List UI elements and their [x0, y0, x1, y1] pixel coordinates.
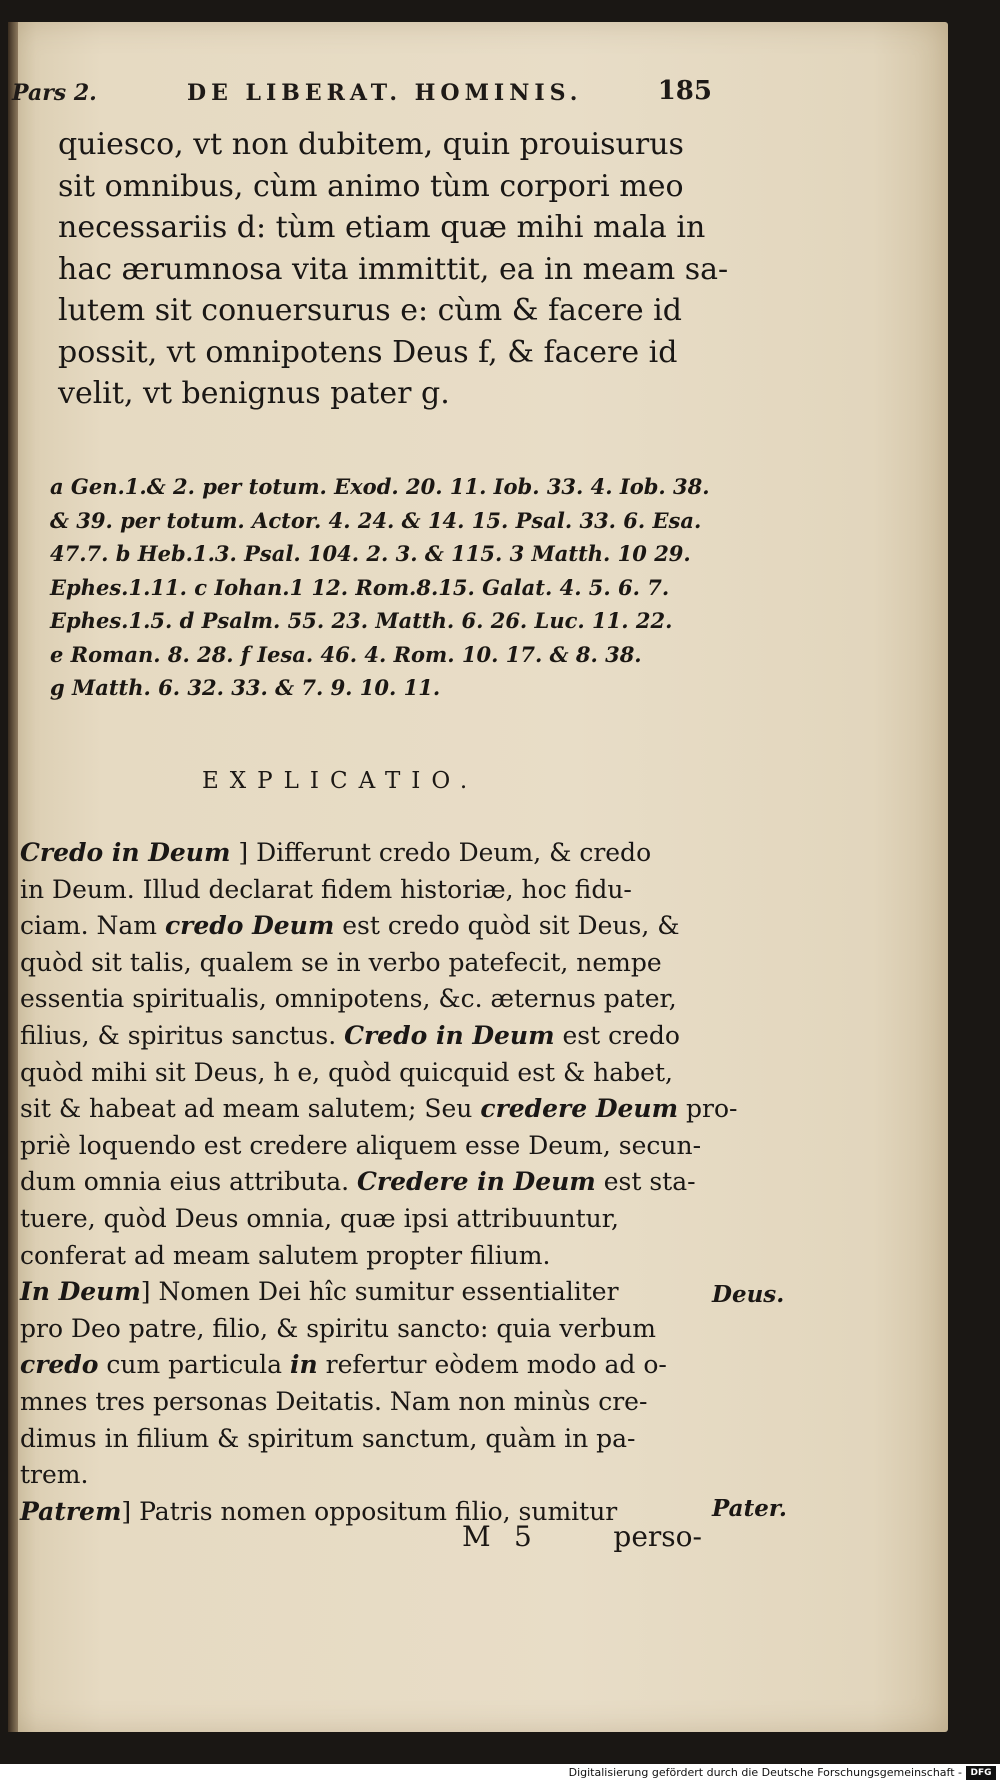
reference-line: Ephes.1.11. c Iohan.1 12. Rom.8.15. Galat. 4. 5. 6. 7. — [50, 574, 670, 600]
text-run: trem. — [20, 1460, 89, 1490]
text-run: priè loquendo est credere aliquem esse Deum, secun- — [20, 1130, 702, 1160]
reference-line: Ephes.1.5. d Psalm. 55. 23. Matth. 6. 26. Luc. 11. 22. — [50, 608, 673, 633]
page-number: 185 — [657, 76, 712, 106]
text-run: ] Differunt credo Deum, & credo — [230, 838, 652, 867]
text-run: mnes tres personas Deitatis. Nam non minùs cre- — [20, 1386, 648, 1416]
explicatio-line — [20, 1055, 710, 1092]
explicatio-line — [20, 945, 710, 982]
reference-line: 47.7. b Heb.1.3. Psal. 104. 2. 3. & 115. 3 Matth. 10 29. — [50, 541, 691, 566]
explicatio-line — [20, 981, 710, 1018]
footer-credit: Digitalisierung gefördert durch die Deutsche Forschungsgemeinschaft - — [568, 1766, 962, 1779]
text-run: est credo quòd sit Deus, & — [334, 911, 680, 941]
text-line: velit, vt benignus pater g. — [58, 376, 450, 411]
italic-term: In Deum — [20, 1277, 141, 1307]
italic-term: in — [290, 1350, 318, 1380]
text-run: dimus in filium & spiritum sanctum, quàm in pa- — [20, 1423, 636, 1453]
signature-mark: M — [462, 1520, 491, 1553]
explicatio-line — [20, 1091, 738, 1128]
text-line: possit, vt omnipotens Deus f, & facere id — [58, 334, 678, 370]
margin-note-pater: Pater. — [712, 1495, 787, 1522]
italic-term: Credo in Deum — [20, 838, 231, 867]
footer-bar — [0, 1764, 1000, 1783]
text-run: tuere, quòd Deus omnia, quæ ipsi attribuuntur, — [20, 1203, 619, 1233]
text-run: est credo — [554, 1020, 680, 1050]
reference-line: & 39. per totum. Actor. 4. 24. & 14. 15. Psal. 33. 6. Esa. — [50, 507, 702, 533]
text-run: quòd mihi sit Deus, h e, quòd quicquid est & habet, — [20, 1057, 673, 1087]
text-run: ] Nomen Dei hîc sumitur essentialiter — [140, 1277, 619, 1307]
italic-term: credo Deum — [164, 911, 335, 941]
italic-term: Patrem — [20, 1496, 122, 1526]
text-run: pro Deo patre, filio, & spiritu sancto: quia verbum — [20, 1313, 656, 1343]
dfg-logo: DFG — [966, 1766, 996, 1780]
signature-number: 5 — [514, 1520, 532, 1553]
italic-term: Credo in Deum — [344, 1020, 555, 1050]
explicatio-line — [20, 872, 710, 909]
explicatio-line — [20, 1201, 710, 1238]
explicatio-line — [20, 1347, 710, 1384]
margin-note-deus: Deus. — [712, 1281, 785, 1308]
text-line: quiesco, vt non dubitem, quin prouisurus — [58, 127, 684, 162]
text-run: cum particula — [98, 1350, 291, 1380]
explicatio-line — [20, 1164, 710, 1201]
reference-line: g Matth. 6. 32. 33. & 7. 9. 10. 11. — [50, 675, 441, 700]
text-run: ] Patris nomen oppositum filio, sumitur — [121, 1496, 618, 1526]
text-line: hac ærumnosa vita immittit, ea in meam sa- — [58, 251, 729, 287]
catchword: perso- — [613, 1520, 702, 1553]
text-run: sit & habeat ad meam salutem; Seu — [20, 1094, 481, 1124]
explicatio-line — [20, 1421, 710, 1458]
text-line: lutem sit conuersurus e: cùm & facere id — [58, 293, 682, 328]
text-run: essentia spiritualis, omnipotens, &c. æternus pater, — [20, 984, 677, 1014]
text-run: quòd sit talis, qualem se in verbo patefecit, nempe — [20, 947, 662, 977]
explicatio-line — [20, 1238, 710, 1275]
text-run: pro- — [678, 1094, 738, 1124]
explicatio-line — [20, 1018, 710, 1055]
explicatio-line — [20, 1311, 710, 1348]
italic-term: Credere in Deum — [357, 1167, 596, 1197]
scripture-references — [50, 470, 710, 705]
text-line: sit omnibus, cùm animo tùm corpori meo — [58, 168, 684, 204]
explicatio-line — [20, 1274, 710, 1311]
explicatio-line — [20, 908, 710, 945]
section-heading: EXPLICATIO. — [202, 768, 479, 794]
explicatio-line — [20, 1384, 710, 1421]
italic-term: credere Deum — [480, 1094, 679, 1124]
binding-edge — [8, 22, 18, 1732]
running-header — [12, 72, 712, 112]
text-run: ciam. Nam — [20, 911, 165, 941]
text-run: est sta- — [595, 1167, 696, 1197]
header-title: DE LIBERAT. HOMINIS. — [187, 80, 583, 106]
explicatio-line — [20, 1128, 710, 1165]
text-run: conferat ad meam salutem propter filium. — [20, 1240, 551, 1270]
header-part-label: Pars 2. — [12, 80, 97, 106]
main-text-block — [58, 124, 729, 415]
text-run: refertur eòdem modo ad o- — [317, 1350, 667, 1380]
explicatio-line — [20, 1457, 710, 1494]
text-line: necessariis d: tùm etiam quæ mihi mala in — [58, 210, 706, 245]
reference-line: e Roman. 8. 28. f Iesa. 46. 4. Rom. 10. 17. & 8. 38. — [50, 641, 642, 667]
explicatio-line — [20, 835, 710, 872]
italic-term: credo — [20, 1350, 99, 1380]
text-run: in Deum. Illud declarat fidem historiæ, hoc fidu- — [20, 874, 632, 904]
explicatio-text — [20, 835, 738, 1530]
catchline — [462, 1520, 702, 1560]
text-run: filius, & spiritus sanctus. — [20, 1020, 345, 1050]
text-run: dum omnia eius attributa. — [20, 1167, 358, 1197]
reference-line: a Gen.1.& 2. per totum. Exod. 20. 11. Iob. 33. 4. Iob. 38. — [50, 474, 710, 499]
